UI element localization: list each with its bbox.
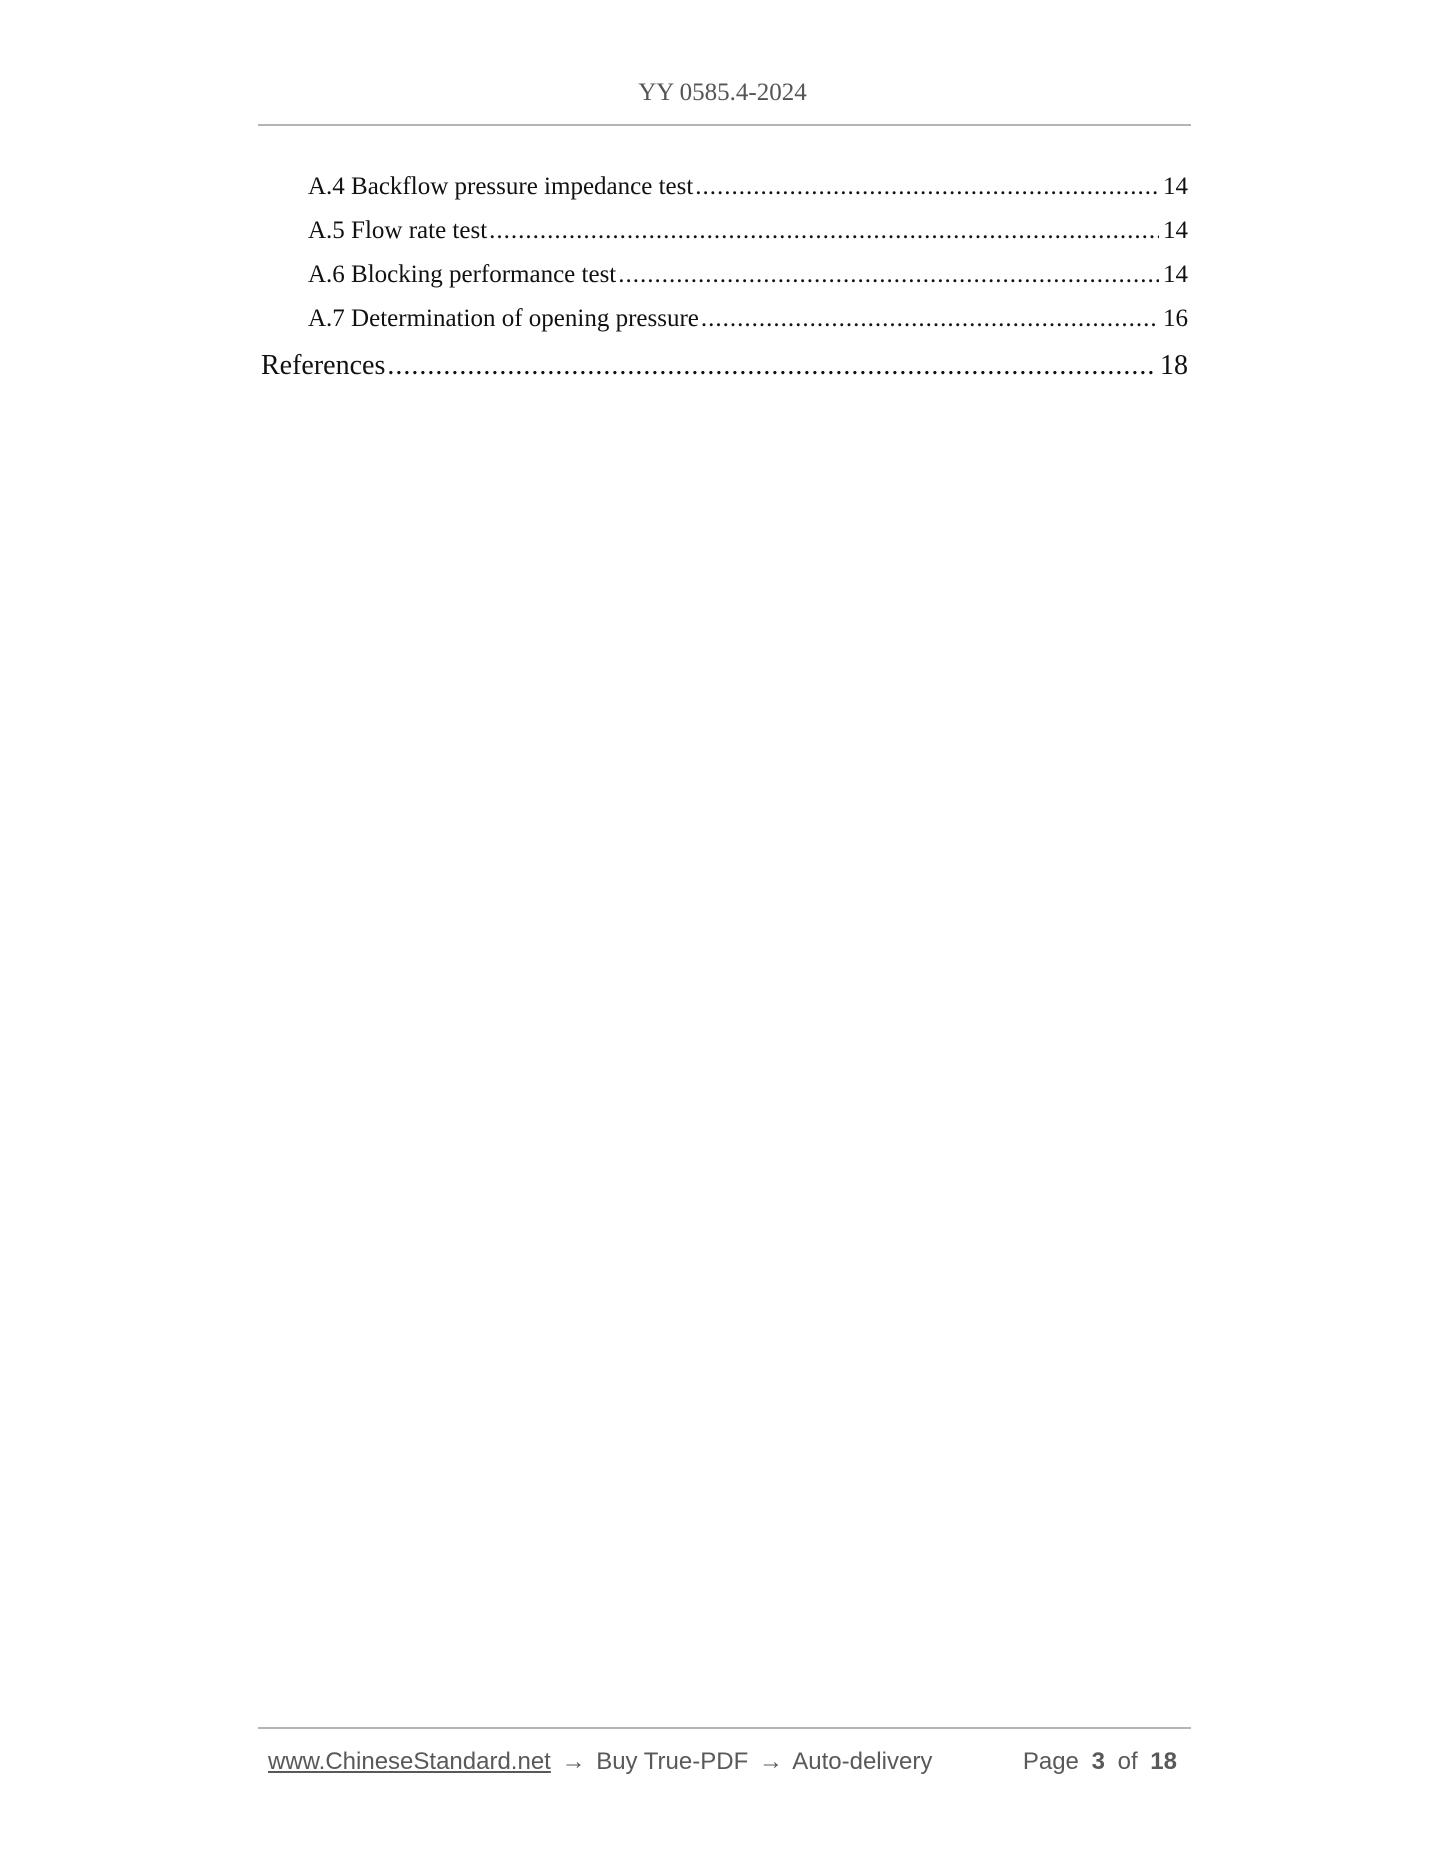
current-page-number: 3 [1091, 1748, 1105, 1775]
header-divider [258, 124, 1191, 126]
toc-dot-leader [701, 297, 1159, 341]
total-pages-number: 18 [1150, 1748, 1177, 1775]
footer-links [268, 1745, 932, 1779]
toc-entry-a6[interactable] [258, 253, 1188, 297]
toc-dot-leader [618, 253, 1159, 297]
toc-entry-a5[interactable] [258, 209, 1188, 253]
toc-entry-a4[interactable] [258, 165, 1188, 209]
page-indicator [1020, 1745, 1180, 1779]
toc-entry-label: A.7 Determination of opening pressure [308, 305, 699, 332]
toc-dot-leader [695, 165, 1159, 209]
toc-entry-label: A.6 Blocking performance test [308, 261, 617, 288]
toc-entry-label: A.4 Backflow pressure impedance test [308, 173, 694, 200]
toc-entry-a7[interactable] [258, 297, 1188, 341]
arrow-icon: → [758, 1748, 783, 1775]
toc-dot-leader [489, 209, 1159, 253]
document-code-header: YY 0585.4-2024 [638, 79, 807, 106]
footer-divider [258, 1727, 1191, 1729]
page-word: Page [1022, 1748, 1079, 1775]
toc-entry-page: 14 [1163, 261, 1188, 288]
auto-delivery-text: Auto-delivery [792, 1748, 933, 1775]
toc-entry-page: 18 [1160, 350, 1188, 381]
of-word: of [1117, 1748, 1138, 1775]
buy-true-pdf-text: Buy True-PDF [596, 1748, 749, 1775]
toc-entry-page: 14 [1163, 217, 1188, 244]
toc-entry-label: A.5 Flow rate test [308, 217, 488, 244]
table-of-contents [258, 165, 1188, 391]
toc-entry-page: 14 [1163, 173, 1188, 200]
site-link[interactable]: www.ChineseStandard.net [268, 1748, 551, 1775]
toc-dot-leader [387, 341, 1156, 391]
toc-entry-label: References [261, 350, 386, 381]
toc-entry-page: 16 [1163, 305, 1188, 332]
toc-entry-references[interactable] [258, 341, 1188, 391]
arrow-icon: → [561, 1748, 586, 1775]
page-footer [268, 1745, 1180, 1779]
